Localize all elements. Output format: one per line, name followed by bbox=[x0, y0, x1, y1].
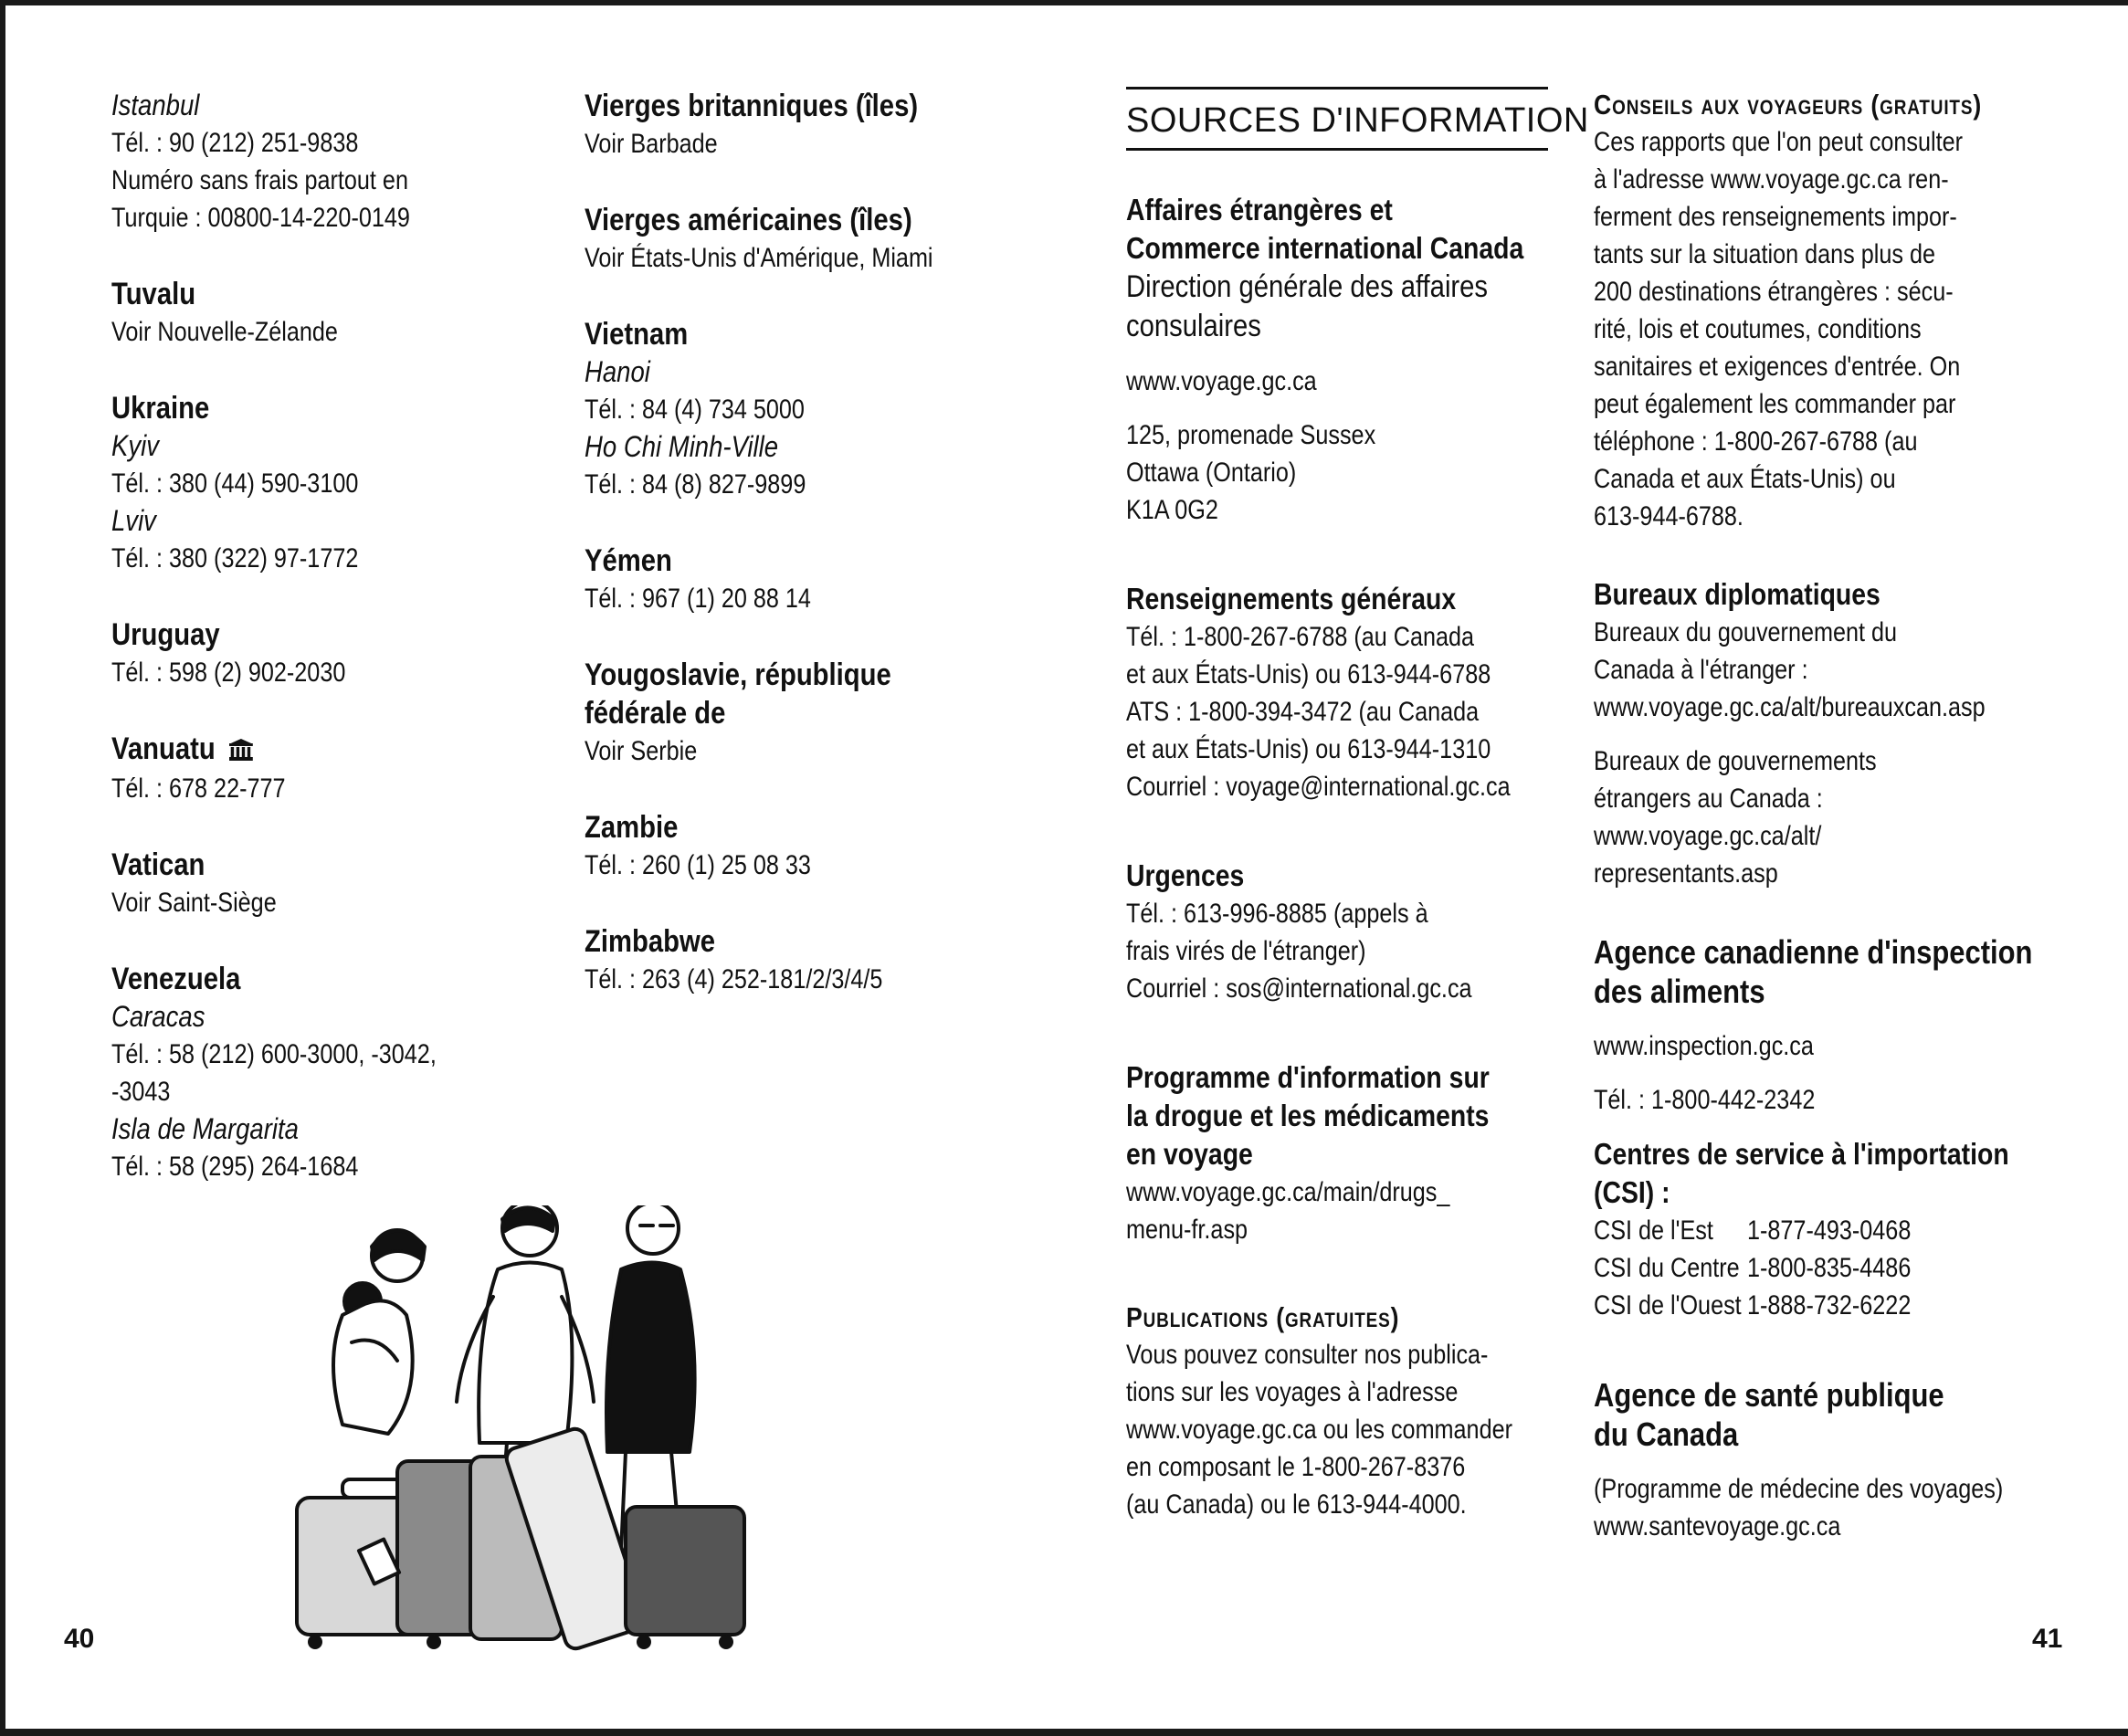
country-name: Zambie bbox=[585, 810, 679, 845]
csi-phone: 1-888-732-6222 bbox=[1747, 1290, 1912, 1320]
text-line: (au Canada) ou le 613-944-4000. bbox=[1126, 1489, 1467, 1520]
dfait-block bbox=[1126, 191, 1548, 529]
text-line: Tél. : 1-800-267-6788 (au Canada bbox=[1126, 622, 1475, 652]
block-title: Commerce international Canada bbox=[1126, 231, 1524, 265]
entry-line: Voir Nouvelle-Zélande bbox=[111, 317, 338, 347]
block-title: du Canada bbox=[1594, 1415, 1739, 1453]
entry-line: Tél. : 263 (4) 252-181/2/3/4/5 bbox=[585, 964, 883, 994]
left-column-1 bbox=[111, 87, 541, 1224]
city-name: Ho Chi Minh-Ville bbox=[585, 430, 779, 463]
country-name: Zimbabwe bbox=[585, 924, 715, 959]
csi-row bbox=[1594, 1212, 1954, 1249]
block-title: des aliments bbox=[1594, 973, 1765, 1010]
entry-line: Turquie : 00800-14-220-0149 bbox=[111, 203, 410, 233]
entry-line: Tél. : 84 (4) 734 5000 bbox=[585, 395, 805, 425]
text-line: Vous pouvez consulter nos publica- bbox=[1126, 1340, 1489, 1370]
country-name: Venezuela bbox=[111, 962, 241, 997]
entry-us-virgin-islands bbox=[585, 201, 1059, 277]
website-link[interactable]: www.santevoyage.gc.ca bbox=[1594, 1511, 1841, 1541]
country-name: Yémen bbox=[585, 543, 672, 578]
text-line: tants sur la situation dans plus de bbox=[1594, 239, 1936, 269]
block-title: Renseignements généraux bbox=[1126, 582, 1457, 615]
entry-line: Tél. : 84 (8) 827-9899 bbox=[585, 469, 806, 500]
csi-title: Centres de service à l'importation bbox=[1594, 1137, 2009, 1171]
cfia-block bbox=[1594, 932, 2033, 1324]
city-name: Kyiv bbox=[111, 429, 159, 462]
phac-block bbox=[1594, 1375, 2023, 1545]
entry-tuvalu bbox=[111, 275, 541, 351]
csi-phone: 1-877-493-0468 bbox=[1747, 1215, 1912, 1246]
csi-label: CSI de l'Ouest bbox=[1594, 1290, 1742, 1320]
text-line: Ces rapports que l'on peut consulter bbox=[1594, 127, 1964, 157]
country-name: Vatican bbox=[111, 847, 205, 883]
entry-line: Tél. : 598 (2) 902-2030 bbox=[111, 658, 346, 688]
text-line: frais virés de l'étranger) bbox=[1126, 936, 1366, 966]
website-link[interactable]: www.voyage.gc.ca bbox=[1126, 366, 1317, 396]
text-line: Bureaux de gouvernements bbox=[1594, 746, 1877, 776]
entry-yugoslavia bbox=[585, 656, 1059, 770]
csi-label: CSI de l'Est bbox=[1594, 1215, 1713, 1246]
website-link[interactable]: www.voyage.gc.ca/main/drugs_ bbox=[1126, 1177, 1450, 1207]
block-title: Agence de santé publique bbox=[1594, 1376, 1944, 1414]
city-name: Caracas bbox=[111, 1000, 205, 1034]
country-name: fédérale de bbox=[585, 696, 726, 731]
entry-vietnam bbox=[585, 315, 1059, 503]
text-line: (Programme de médecine des voyages) bbox=[1594, 1474, 2004, 1504]
email-link[interactable]: Courriel : sos@international.gc.ca bbox=[1126, 973, 1472, 1004]
publications-block bbox=[1126, 1299, 1548, 1523]
country-label: Vanuatu bbox=[111, 731, 216, 766]
text-line: tions sur les voyages à l'adresse bbox=[1126, 1377, 1459, 1407]
block-subtitle: Direction générale des affaires bbox=[1126, 269, 1489, 304]
entry-vanuatu bbox=[111, 730, 541, 807]
csi-row bbox=[1594, 1249, 1954, 1287]
block-subtitle: consulaires bbox=[1126, 309, 1261, 343]
block-title: la drogue et les médicaments bbox=[1126, 1099, 1490, 1132]
website-link[interactable]: menu-fr.asp bbox=[1126, 1215, 1248, 1245]
text-line: rité, lois et coutumes, conditions bbox=[1594, 314, 1922, 344]
diplomatic-offices-block bbox=[1594, 575, 2023, 892]
website-link[interactable]: representants.asp bbox=[1594, 858, 1778, 889]
city-name: Isla de Margarita bbox=[111, 1112, 299, 1146]
entry-venezuela bbox=[111, 960, 541, 1185]
entry-line: Tél. : 58 (295) 264-1684 bbox=[111, 1152, 359, 1183]
entry-line: Numéro sans frais partout en bbox=[111, 165, 408, 195]
city-name: Lviv bbox=[111, 504, 156, 537]
text-line: peut également les commander par bbox=[1594, 389, 1956, 419]
text-line: sanitaires et exigences d'entrée. On bbox=[1594, 352, 1961, 382]
country-name: Yougoslavie, république bbox=[585, 658, 891, 692]
address-line: Ottawa (Ontario) bbox=[1126, 458, 1297, 488]
text-line: Tél. : 613-996-8885 (appels à bbox=[1126, 899, 1428, 929]
country-name: Vierges britanniques (îles) bbox=[585, 89, 919, 123]
text-line: ATS : 1-800-394-3472 (au Canada bbox=[1126, 697, 1480, 727]
entry-british-virgin-islands bbox=[585, 87, 1059, 163]
country-name: Vierges américaines (îles) bbox=[585, 203, 912, 237]
csi-label: CSI du Centre bbox=[1594, 1253, 1740, 1283]
csi-row bbox=[1594, 1287, 1954, 1324]
entry-line: Tél. : 58 (212) 600-3000, -3042, bbox=[111, 1039, 437, 1070]
text-line: à l'adresse www.voyage.gc.ca ren- bbox=[1594, 164, 1949, 195]
csi-title: (CSI) : bbox=[1594, 1175, 1670, 1209]
block-title: Affaires étrangères et bbox=[1126, 193, 1393, 226]
text-line: 613-944-6788. bbox=[1594, 501, 1743, 531]
entry-line: Tél. : 90 (212) 251-9838 bbox=[111, 128, 359, 158]
entry-line: Tél. : 380 (322) 97-1772 bbox=[111, 543, 359, 573]
entry-line: Tél. : 380 (44) 590-3100 bbox=[111, 468, 359, 499]
text-line: Canada à l'étranger : bbox=[1594, 655, 1808, 685]
website-link[interactable]: www.voyage.gc.ca/alt/ bbox=[1594, 821, 1822, 851]
block-title: Programme d'information sur bbox=[1126, 1060, 1490, 1094]
city-name: Istanbul bbox=[111, 89, 200, 121]
emergency-block bbox=[1126, 857, 1548, 1007]
country-name: Vietnam bbox=[585, 317, 689, 352]
drug-program-block bbox=[1126, 1058, 1548, 1248]
email-link[interactable]: Courriel : voyage@international.gc.ca bbox=[1126, 772, 1511, 802]
entry-line: -3043 bbox=[111, 1077, 171, 1108]
general-info-block bbox=[1126, 580, 1548, 805]
text-line: 200 destinations étrangères : sécu- bbox=[1594, 277, 1954, 307]
text-line: ferment des renseignements impor- bbox=[1594, 202, 1957, 232]
right-column-2 bbox=[1594, 87, 2033, 1569]
entry-yemen bbox=[585, 542, 1059, 617]
entry-vatican bbox=[111, 846, 541, 921]
entry-line: Tél. : 967 (1) 20 88 14 bbox=[585, 584, 811, 614]
text-line: Bureaux du gouvernement du bbox=[1594, 617, 1898, 647]
entry-uruguay bbox=[111, 615, 541, 691]
text-line: téléphone : 1-800-267-6788 (au bbox=[1594, 426, 1918, 457]
country-name: Ukraine bbox=[111, 391, 210, 426]
text-line: et aux États-Unis) ou 613-944-6788 bbox=[1126, 659, 1491, 689]
left-column-2 bbox=[585, 87, 1059, 1036]
entry-istanbul bbox=[111, 87, 541, 237]
page-number-left: 40 bbox=[64, 1624, 95, 1654]
entry-line: Voir États-Unis d'Amérique, Miami bbox=[585, 243, 933, 273]
entry-line: Tél. : 260 (1) 25 08 33 bbox=[585, 850, 811, 880]
block-title: Bureaux diplomatiques bbox=[1594, 577, 1880, 611]
travelers-illustration bbox=[288, 1205, 799, 1662]
entry-line: Tél. : 678 22-777 bbox=[111, 773, 286, 805]
block-title: Urgences bbox=[1126, 858, 1245, 892]
city-name: Hanoi bbox=[585, 355, 650, 388]
page-number-right: 41 bbox=[2032, 1624, 2063, 1654]
text-line: en composant le 1-800-267-8376 bbox=[1126, 1452, 1466, 1482]
section-title: SOURCES D'INFORMATION bbox=[1126, 87, 1548, 151]
entry-zimbabwe bbox=[585, 922, 1059, 998]
advisories-block bbox=[1594, 87, 2023, 535]
website-link[interactable]: www.inspection.gc.ca bbox=[1594, 1031, 1814, 1061]
country-name bbox=[111, 730, 480, 770]
csi-phone: 1-800-835-4486 bbox=[1747, 1253, 1912, 1283]
block-title: en voyage bbox=[1126, 1137, 1253, 1171]
country-name: Uruguay bbox=[111, 617, 220, 652]
right-column-1 bbox=[1126, 87, 1589, 1547]
page-edge-left bbox=[0, 0, 5, 1736]
phone-line: Tél. : 1-800-442-2342 bbox=[1594, 1085, 1816, 1115]
entry-line: Voir Barbade bbox=[585, 129, 718, 159]
address-line: 125, promenade Sussex bbox=[1126, 420, 1376, 450]
country-name: Tuvalu bbox=[111, 277, 196, 311]
entry-line: Voir Saint-Siège bbox=[111, 888, 277, 919]
block-title: Agence canadienne d'inspection bbox=[1594, 933, 2033, 971]
text-line: et aux États-Unis) ou 613-944-1310 bbox=[1126, 734, 1491, 764]
address-line: K1A 0G2 bbox=[1126, 495, 1218, 525]
embassy-icon bbox=[227, 731, 254, 770]
block-title: Publications (gratuites) bbox=[1126, 1301, 1400, 1333]
text-line: étrangers au Canada : bbox=[1594, 784, 1823, 814]
block-title: Conseils aux voyageurs (gratuits) bbox=[1594, 89, 1983, 121]
entry-ukraine bbox=[111, 389, 541, 577]
page-edge-top bbox=[0, 0, 2128, 5]
page-edge-bottom bbox=[0, 1729, 2128, 1736]
entry-zambia bbox=[585, 808, 1059, 884]
text-line: www.voyage.gc.ca ou les commander bbox=[1126, 1415, 1513, 1445]
entry-line: Voir Serbie bbox=[585, 736, 698, 766]
website-link[interactable]: www.voyage.gc.ca/alt/bureauxcan.asp bbox=[1594, 692, 1986, 722]
text-line: Canada et aux États-Unis) ou bbox=[1594, 464, 1896, 494]
